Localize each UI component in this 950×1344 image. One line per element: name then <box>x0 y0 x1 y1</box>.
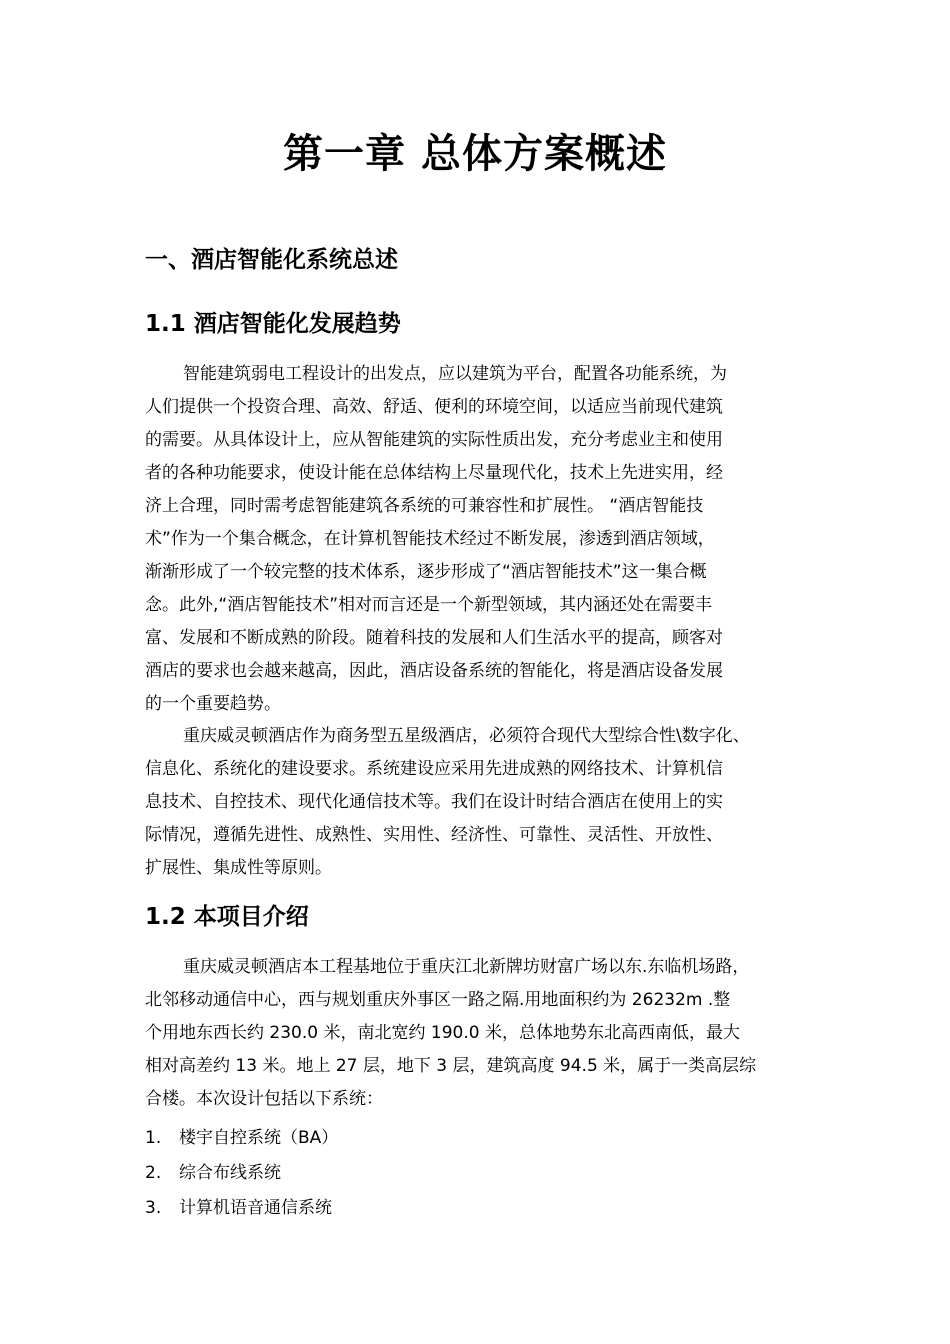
paragraph-project-intro <box>145 951 825 1116</box>
paragraph-line: 渐渐形成了一个较完整的技术体系，逐步形成了“酒店智能技术”这一集合概 <box>145 562 707 582</box>
paragraph-line: 念。此外,“酒店智能技术”相对而言还是一个新型领域，其内涵还处在需要丰 <box>145 595 713 615</box>
paragraph-line: 相对高差约 13 米。地上 27 层，地下 3 层，建筑高度 94.5 米，属于一类高层综 <box>145 1056 757 1076</box>
subsection-title-1-2: 1.2 本项目介绍 <box>145 904 309 930</box>
paragraph-line: 的一个重要趋势。 <box>145 694 281 714</box>
paragraph-line: 术”作为一个集合概念，在计算机智能技术经过不断发展，渗透到酒店领域， <box>145 529 715 549</box>
paragraph-line: 酒店的要求也会越来越高，因此，酒店设备系统的智能化，将是酒店设备发展 <box>145 661 723 681</box>
paragraph-line: 济上合理，同时需考虑智能建筑各系统的可兼容性和扩展性。 “酒店智能技 <box>145 496 704 516</box>
paragraph-line: 富、发展和不断成熟的阶段。随着科技的发展和人们生活水平的提高，顾客对 <box>145 628 723 648</box>
paragraph-line: 重庆威灵顿酒店本工程基地位于重庆江北新牌坊财富广场以东.东临机场路， <box>183 957 750 977</box>
paragraph-line: 息技术、自控技术、现代化通信技术等。我们在设计时结合酒店在使用上的实 <box>145 792 723 812</box>
paragraph-trend <box>145 358 825 721</box>
list-item <box>145 1191 338 1226</box>
paragraph-line: 重庆威灵顿酒店作为商务型五星级酒店，必须符合现代大型综合性\数字化、 <box>183 726 750 746</box>
system-list <box>145 1121 338 1226</box>
list-item <box>145 1121 338 1156</box>
paragraph-line: 的需要。从具体设计上，应从智能建筑的实际性质出发，充分考虑业主和使用 <box>145 430 723 450</box>
chapter-title: 第一章 总体方案概述 <box>283 131 667 177</box>
list-number: 2. <box>145 1163 162 1183</box>
paragraph-line: 个用地东西长约 230.0 米，南北宽约 190.0 米，总体地势东北高西南低，最大 <box>145 1023 740 1043</box>
paragraph-line: 际情况，遵循先进性、成熟性、实用性、经济性、可靠性、灵活性、开放性、 <box>145 825 723 845</box>
list-number: 3. <box>145 1198 162 1218</box>
subsection-title-1-1: 1.1 酒店智能化发展趋势 <box>145 311 401 337</box>
paragraph-hotel-requirements <box>145 720 825 885</box>
section-title: 一、酒店智能化系统总述 <box>145 247 398 273</box>
list-text: 计算机语音通信系统 <box>179 1198 332 1218</box>
paragraph-line: 合楼。本次设计包括以下系统： <box>145 1089 383 1109</box>
paragraph-line: 北邻移动通信中心，西与规划重庆外事区一路之隔.用地面积约为 26232m .整 <box>145 990 731 1010</box>
list-item <box>145 1156 338 1191</box>
list-text: 楼宇自控系统（BA） <box>179 1128 339 1148</box>
list-text: 综合布线系统 <box>179 1163 281 1183</box>
paragraph-line: 智能建筑弱电工程设计的出发点，应以建筑为平台，配置各功能系统，为 <box>183 364 727 384</box>
paragraph-line: 信息化、系统化的建设要求。系统建设应采用先进成熟的网络技术、计算机信 <box>145 759 723 779</box>
list-number: 1. <box>145 1128 162 1148</box>
paragraph-line: 扩展性、集成性等原则。 <box>145 858 332 878</box>
paragraph-line: 人们提供一个投资合理、高效、舒适、便利的环境空间，以适应当前现代建筑 <box>145 397 723 417</box>
paragraph-line: 者的各种功能要求，使设计能在总体结构上尽量现代化，技术上先进实用，经 <box>145 463 723 483</box>
